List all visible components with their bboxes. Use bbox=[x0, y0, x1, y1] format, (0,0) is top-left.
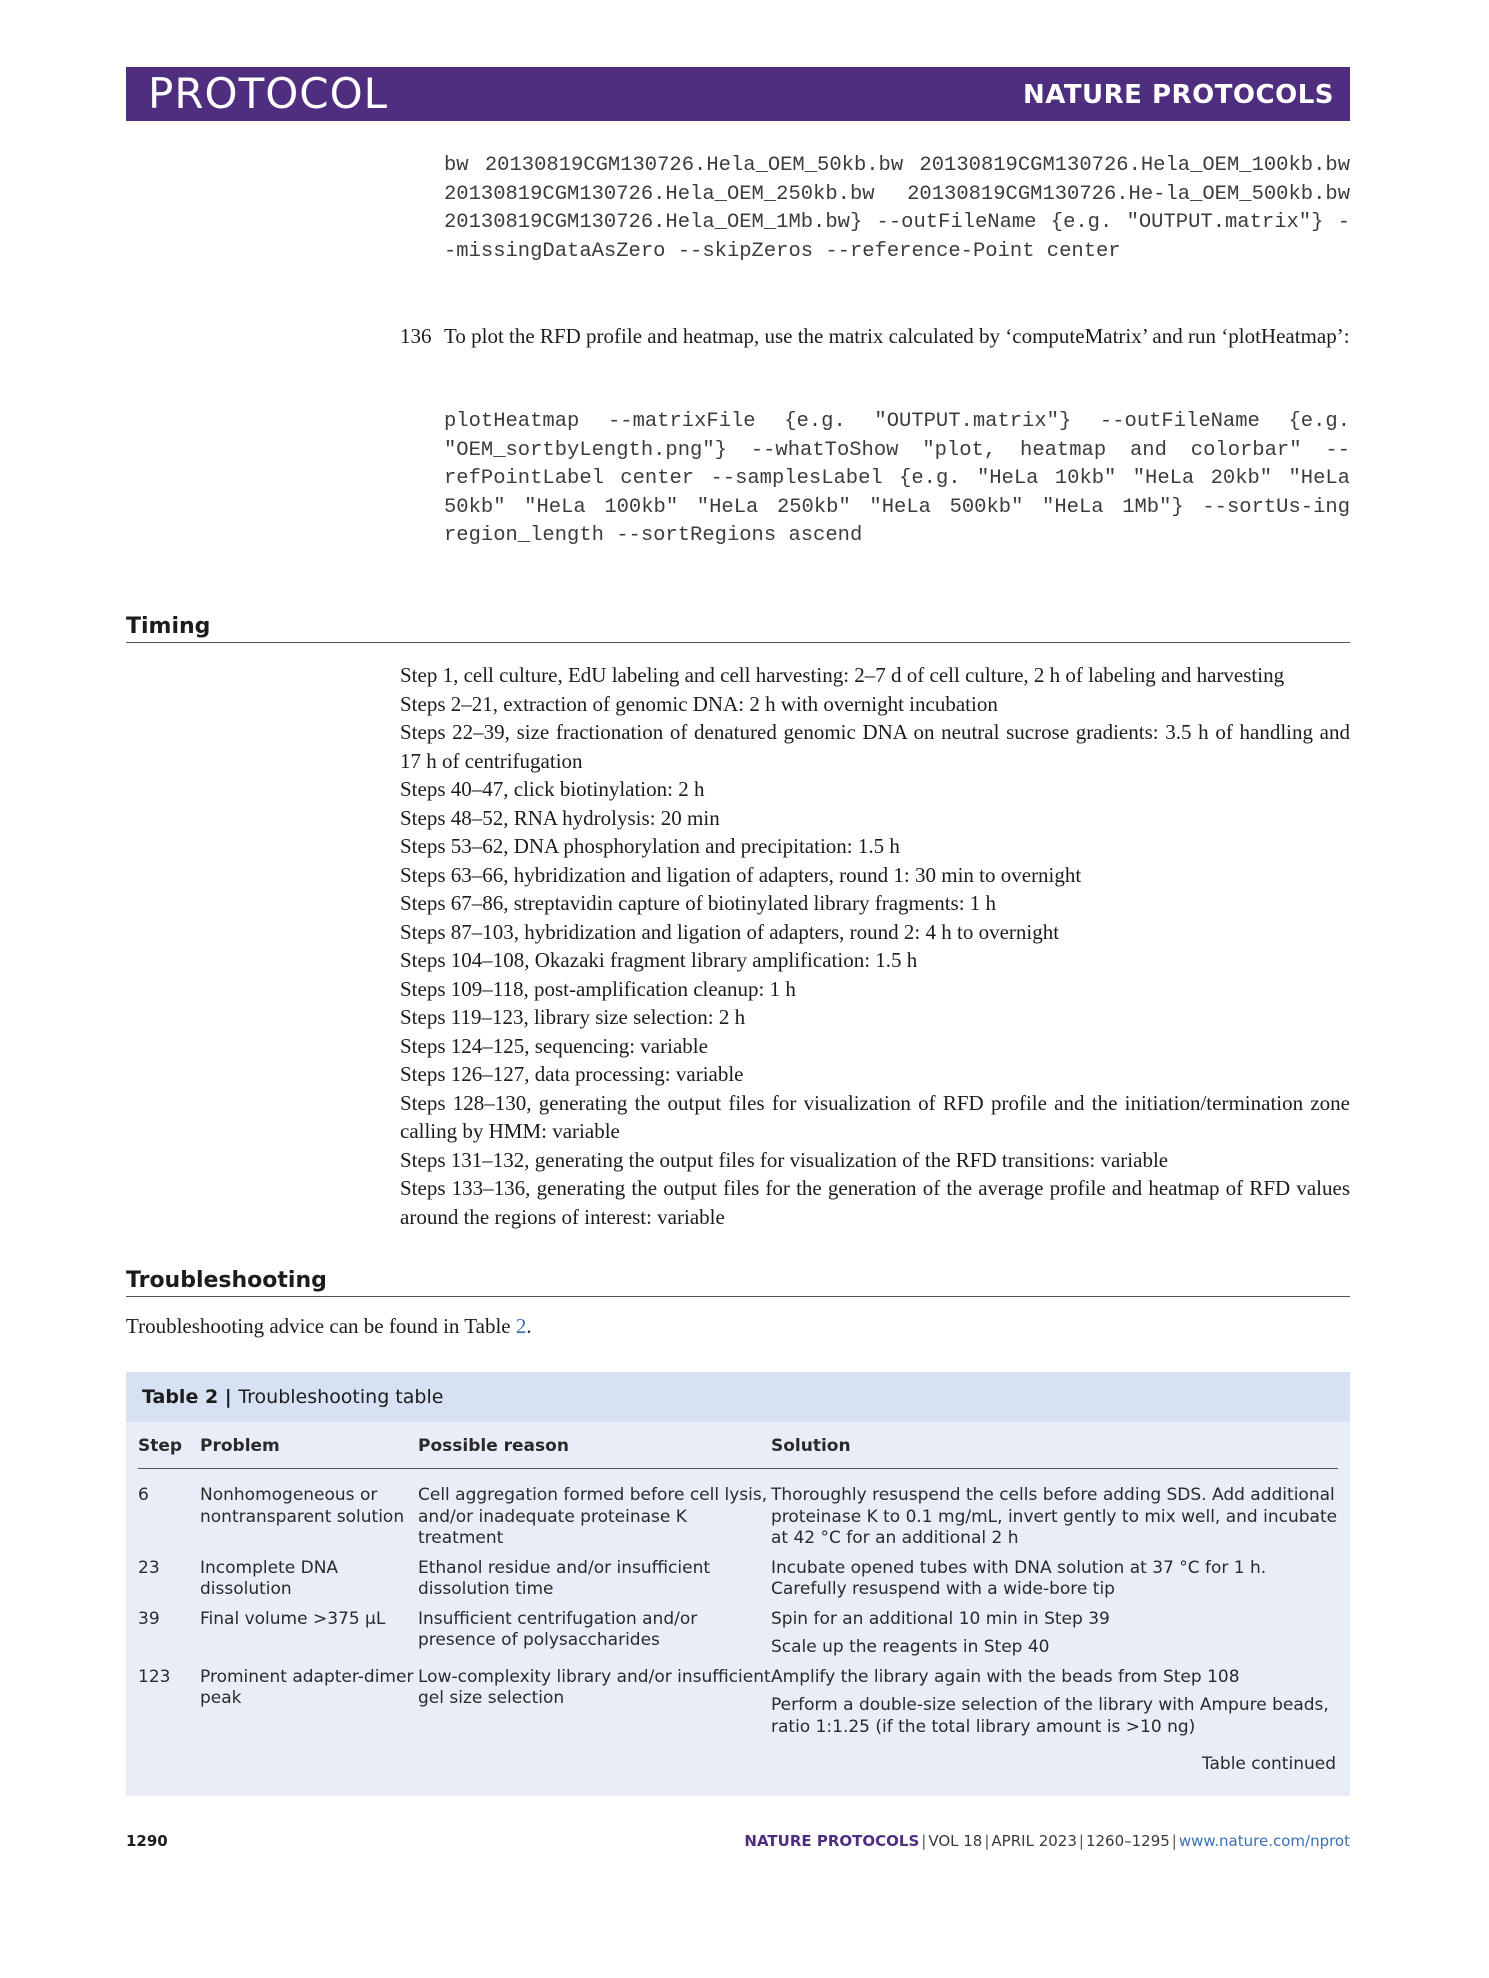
troubleshooting-text-after: . bbox=[526, 1314, 532, 1338]
timing-item: Steps 109–118, post-amplification cleanup: 1 h bbox=[400, 976, 796, 1001]
table-caption bbox=[126, 1372, 1350, 1422]
cell-reason: Low-complexity library and/or insufficient gel size selection bbox=[418, 1666, 771, 1708]
timing-item: Steps 53–62, DNA phosphorylation and precipitation: 1.5 h bbox=[400, 834, 900, 858]
troubleshooting-heading: Troubleshooting bbox=[126, 1268, 1350, 1297]
journal-header-bar bbox=[126, 67, 1350, 121]
timing-item: Steps 22–39, size fractionation of denatured genomic DNA on neutral sucrose gradients: 3.5 h of handling and 17 h of centrifugation bbox=[400, 720, 1350, 773]
table-2-link[interactable]: 2 bbox=[515, 1314, 527, 1338]
step-text: To plot the RFD profile and heatmap, use the matrix calculated by ‘computeMatrix’ and run ‘plotHeatmap’: bbox=[444, 324, 1350, 348]
solution-line: Perform a double-size selection of the library with Ampure beads, ratio 1:1.25 (if the total library amount is >10 ng) bbox=[771, 1695, 1329, 1737]
timing-item: Steps 128–130, generating the output files for visualization of RFD profile and the initiation/termination zone calling by HMM: variable bbox=[400, 1090, 1350, 1143]
page-number: 1290 bbox=[126, 1832, 168, 1850]
table-row bbox=[138, 1469, 1338, 1558]
cell-solution bbox=[771, 1667, 1338, 1747]
troubleshooting-text-before: Troubleshooting advice can be found in Table bbox=[126, 1314, 516, 1338]
cell-reason: Ethanol residue and/or insufficient dissolution time bbox=[418, 1557, 711, 1599]
troubleshooting-table-box bbox=[126, 1372, 1350, 1796]
timing-item: Steps 119–123, library size selection: 2 h bbox=[400, 1005, 746, 1029]
article-type-label: PROTOCOL bbox=[148, 69, 389, 118]
timing-item: Step 1, cell culture, EdU labeling and cell harvesting: 2–7 d of cell culture, 2 h of labeling and harvesting bbox=[400, 663, 1285, 687]
cell-solution bbox=[771, 1609, 1338, 1667]
journal-name: NATURE PROTOCOLS bbox=[1022, 80, 1334, 110]
cell-problem: Final volume >375 µL bbox=[200, 1608, 386, 1629]
timing-item: Steps 2–21, extraction of genomic DNA: 2 h with overnight incubation bbox=[400, 691, 998, 716]
cell-step: 39 bbox=[138, 1608, 160, 1629]
cell-solution bbox=[771, 1469, 1338, 1558]
troubleshooting-text bbox=[126, 1314, 532, 1339]
step-number: 136 bbox=[400, 324, 432, 348]
footer-journal: NATURE PROTOCOLS bbox=[744, 1832, 920, 1850]
timing-heading: Timing bbox=[126, 614, 1350, 643]
cell-step: 6 bbox=[138, 1485, 149, 1505]
code-block-plot-heatmap: plotHeatmap --matrixFile {e.g. "OUTPUT.matrix"} --outFileName {e.g. "OEM_sortbyLength.png"} --whatToShow "plot, heatmap and colorbar" --refPointLabel center --samplesLabel {e.g. "HeLa 10kb" "HeLa 20kb" "HeLa 50kb" "HeLa 100kb" "HeLa 250kb" "HeLa 500kb" "HeLa 1Mb"} --sortUs-ing region_length --sortRegions ascend bbox=[444, 410, 1350, 547]
timing-item: Steps 87–103, hybridization and ligation of adapters, round 2: 4 h to overnight bbox=[400, 919, 1060, 944]
table-caption-title: Troubleshooting table bbox=[238, 1386, 444, 1408]
timing-item: Steps 67–86, streptavidin capture of biotinylated library fragments: 1 h bbox=[400, 891, 997, 915]
timing-item: Steps 126–127, data processing: variable bbox=[400, 1062, 744, 1086]
timing-item: Steps 104–108, Okazaki fragment library amplification: 1.5 h bbox=[400, 948, 918, 972]
table-row bbox=[138, 1667, 1338, 1747]
footer-pages: 1260–1295 bbox=[1085, 1832, 1170, 1850]
timing-item: Steps 133–136, generating the output files for the generation of the average profile and heatmap of RFD values around the regions of interest: variable bbox=[400, 1176, 1350, 1229]
cell-problem: Incomplete DNA dissolution bbox=[200, 1557, 339, 1599]
solution-line: Spin for an additional 10 min in Step 39 bbox=[771, 1608, 1110, 1629]
timing-item: Steps 124–125, sequencing: variable bbox=[400, 1033, 708, 1058]
solution-line: Amplify the library again with the beads from Step 108 bbox=[771, 1666, 1240, 1687]
procedure-step-136 bbox=[400, 322, 1350, 351]
cell-problem: Prominent adapter-dimer peak bbox=[200, 1666, 414, 1708]
solution-line: Incubate opened tubes with DNA solution at 37 °C for 1 h. Carefully resuspend with a wide-bore tip bbox=[771, 1557, 1267, 1599]
table-continued-note: Table continued bbox=[1201, 1754, 1336, 1774]
footer-date: APRIL 2023 bbox=[991, 1832, 1077, 1850]
table-header-row bbox=[138, 1434, 1338, 1469]
timing-item: Steps 48–52, RNA hydrolysis: 20 min bbox=[400, 805, 720, 830]
solution-line: Thoroughly resuspend the cells before adding SDS. Add additional proteinase K to 0.1 mg/mL, invert gently to mix well, and incubate at 42 °C for an additional 2 h bbox=[771, 1485, 1338, 1548]
table-caption-label: Table 2 | bbox=[142, 1386, 239, 1408]
code-block-compute-matrix: bw 20130819CGM130726.Hela_OEM_50kb.bw 20130819CGM130726.Hela_OEM_100kb.bw 20130819CGM130726.Hela_OEM_250kb.bw 20130819CGM130726.He-la_OEM_500kb.bw 20130819CGM130726.Hela_OEM_1Mb.bw} --outFileName {e.g. "OUTPUT.matrix"} --missingDataAsZero --skipZeros --reference-Point center bbox=[444, 154, 1350, 263]
cell-reason: Cell aggregation formed before cell lysis, and/or inadequate proteinase K treatment bbox=[418, 1485, 768, 1548]
timing-item: Steps 131–132, generating the output files for visualization of the RFD transitions: variable bbox=[400, 1147, 1169, 1172]
table-row bbox=[138, 1609, 1338, 1667]
timing-item: Steps 40–47, click biotinylation: 2 h bbox=[400, 777, 705, 801]
table-row bbox=[138, 1558, 1338, 1609]
cell-step: 123 bbox=[138, 1666, 171, 1687]
timing-item: Steps 63–66, hybridization and ligation of adapters, round 1: 30 min to overnight bbox=[400, 862, 1082, 887]
footer-volume: VOL 18 bbox=[928, 1832, 983, 1850]
timing-list bbox=[400, 661, 1350, 1231]
cell-problem: Nonhomogeneous or nontransparent solution bbox=[200, 1485, 405, 1527]
footer-url[interactable]: www.nature.com/nprot bbox=[1178, 1832, 1350, 1850]
solution-line: Scale up the reagents in Step 40 bbox=[771, 1637, 1050, 1657]
troubleshooting-table bbox=[138, 1434, 1338, 1746]
cell-step: 23 bbox=[138, 1557, 160, 1578]
footer-citation: NATURE PROTOCOLS | VOL 18 | APRIL 2023 | 1260–1295 | www.nature.com/nprot bbox=[744, 1832, 1350, 1850]
cell-solution bbox=[771, 1558, 1338, 1609]
header-solution: Solution bbox=[771, 1434, 1338, 1469]
header-possible-reason: Possible reason bbox=[418, 1434, 771, 1469]
cell-reason: Insufficient centrifugation and/or presence of polysaccharides bbox=[418, 1608, 698, 1650]
header-step: Step bbox=[138, 1434, 200, 1469]
header-problem: Problem bbox=[200, 1434, 418, 1469]
